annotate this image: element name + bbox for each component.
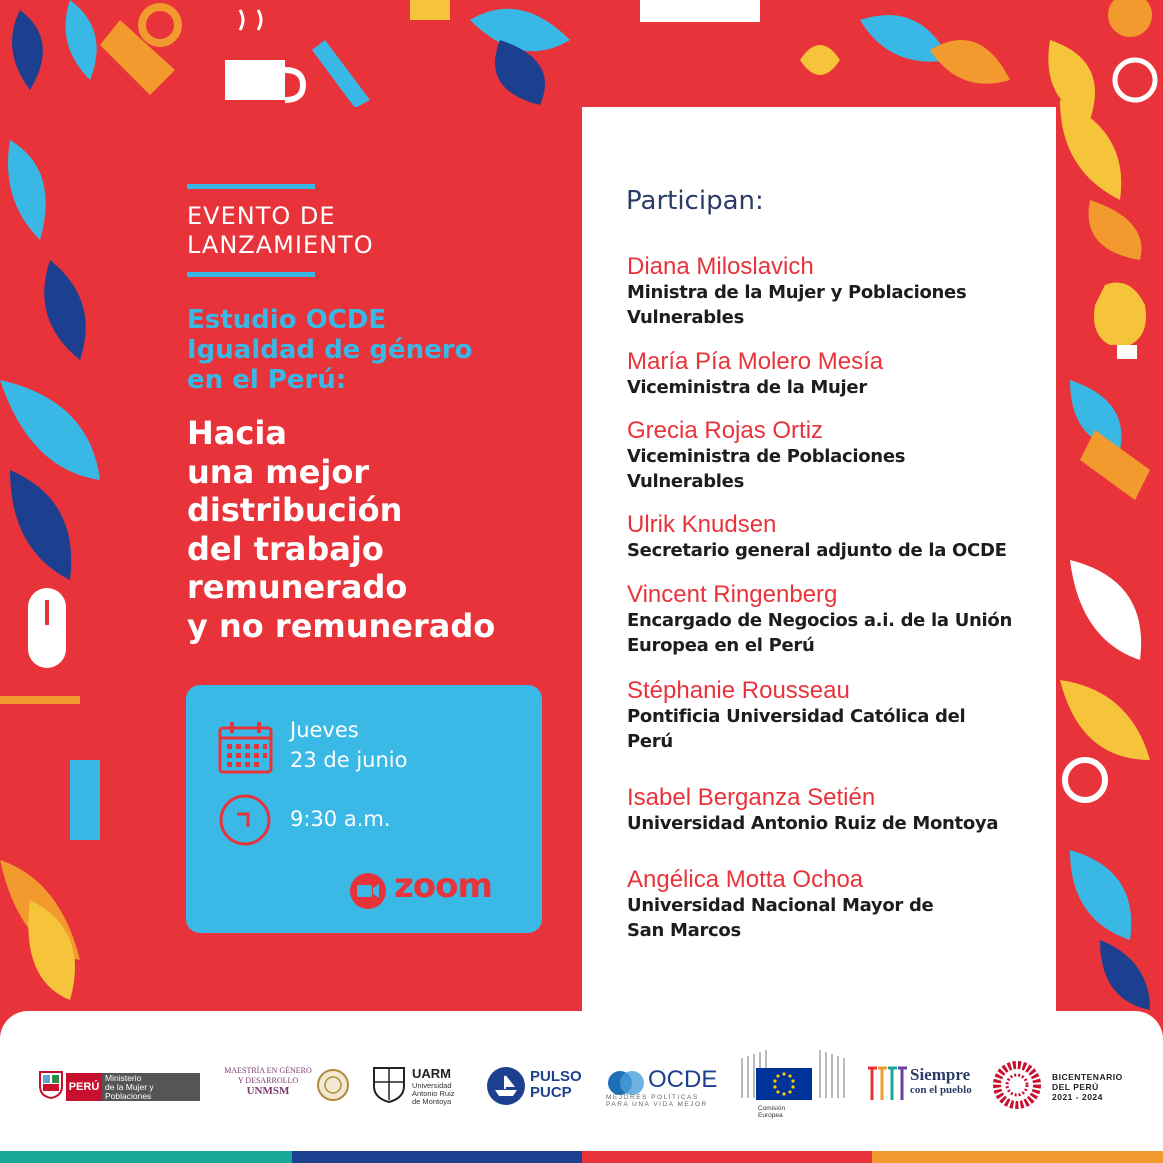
participant-item (627, 511, 1047, 564)
peru-shield-icon (38, 1070, 64, 1100)
siempre-text: Siempre (910, 1065, 971, 1084)
main-title-line: y no remunerado (187, 606, 496, 645)
participant-item (627, 253, 1047, 330)
participant-item (627, 677, 1047, 754)
logo-text-line: Antonio Ruiz (412, 1089, 455, 1098)
logo-text-line: Y DESARROLLO (237, 1076, 299, 1085)
event-type-label (187, 202, 507, 260)
top-rule (187, 184, 315, 189)
participant-name: Stéphanie Rousseau (627, 677, 850, 704)
participant-role: Universidad Nacional Mayor de (627, 895, 934, 916)
logo-text-line: MAESTRÍA EN GÉNERO (224, 1066, 312, 1075)
main-title-line: una mejor (187, 452, 370, 491)
eu-text (758, 1105, 785, 1119)
uarm-name: UARM (412, 1066, 451, 1081)
logo-unmsm (218, 1066, 353, 1106)
participant-item (627, 581, 1047, 658)
eu-building-icon (734, 1048, 852, 1100)
study-title-line: Igualdad de género (187, 335, 473, 365)
uarm-shield-icon (372, 1066, 406, 1104)
bottom-stripe-orange (872, 1151, 1163, 1163)
unmsm-crest-icon (316, 1066, 350, 1104)
logo-text-line: BICENTENARIO (1052, 1072, 1123, 1082)
participant-item (627, 784, 1047, 837)
logo-text-line: PUCP (530, 1084, 572, 1101)
logo-ocde (606, 1066, 721, 1110)
bottom-rule (187, 272, 315, 277)
bicentenario-text (1052, 1072, 1123, 1102)
logo-text-line: 2021 - 2024 (1052, 1092, 1103, 1102)
ocde-tagline (606, 1094, 721, 1108)
participant-role: Pontificia Universidad Católica del (627, 706, 966, 727)
participant-role: Universidad Antonio Ruiz de Montoya (627, 813, 999, 834)
unmsm-text (218, 1066, 318, 1096)
participant-role: Vulnerables (627, 306, 744, 328)
logo-text-line: UNMSM (246, 1085, 290, 1097)
event-label-line: LANZAMIENTO (187, 231, 374, 259)
pulso-ship-icon (486, 1066, 526, 1106)
participant-role: Viceministra de Poblaciones (627, 446, 906, 467)
bottom-stripe-red (582, 1151, 872, 1163)
study-title-line: Estudio OCDE (187, 305, 387, 335)
logo-bicentenario (992, 1060, 1132, 1108)
logo-text-line: Europea (758, 1112, 783, 1119)
event-date: 23 de junio (290, 748, 408, 772)
participant-role: Vulnerables (627, 470, 744, 492)
logo-text-line: Ministerio (105, 1073, 142, 1083)
logo-text-line: de la Mujer y (105, 1082, 154, 1092)
participant-item (627, 348, 1047, 401)
zoom-camera-icon (348, 871, 388, 911)
participant-item (627, 417, 1047, 494)
siempre-figures-icon (866, 1062, 908, 1104)
logo-pulso-pucp (486, 1066, 591, 1108)
participant-role: Viceministra de la Mujer (627, 377, 867, 398)
participant-role: Europea en el Perú (627, 634, 815, 656)
study-title-line: en el Perú: (187, 365, 347, 395)
ocde-name: OCDE (648, 1066, 718, 1093)
logo-text-line: DEL PERÚ (1052, 1082, 1099, 1092)
participant-name: Angélica Motta Ochoa (627, 866, 864, 893)
main-title-line: remunerado (187, 568, 408, 606)
bottom-stripe-teal (0, 1151, 292, 1163)
logo-text-line: PULSO (530, 1068, 582, 1085)
zoom-logo-text: zoom (394, 866, 492, 906)
participant-name: Vincent Ringenberg (627, 581, 838, 608)
participant-role: Encargado de Negocios a.i. de la Unión (627, 610, 1013, 631)
participant-item (627, 866, 1047, 943)
pulso-text (530, 1069, 582, 1101)
main-title-line: distribución (187, 491, 403, 529)
bicentenario-sun-icon (992, 1060, 1042, 1110)
calendar-icon (218, 720, 273, 774)
logo-text-line: PARA UNA VIDA MEJOR (606, 1101, 708, 1108)
event-day: Jueves (290, 718, 359, 742)
siempre-subtext: con el pueblo (910, 1084, 972, 1096)
peru-badge: PERÚ (66, 1073, 102, 1101)
logo-text-line: Poblaciones Vulnerables (105, 1091, 152, 1110)
bottom-stripe-blue (292, 1151, 582, 1163)
event-label-line: EVENTO DE (187, 202, 336, 230)
participant-name: Isabel Berganza Setién (627, 784, 876, 811)
uarm-fullname (412, 1082, 455, 1106)
logo-text-line: Comisión (758, 1105, 786, 1112)
logo-text-line: Universidad (412, 1081, 452, 1090)
main-title-line: Hacia (187, 414, 287, 452)
study-title (187, 305, 547, 395)
main-title (187, 414, 567, 645)
participant-role: Secretario general adjunto de la OCDE (627, 540, 1007, 561)
logo-uarm (372, 1066, 467, 1110)
main-title-line: del trabajo (187, 529, 384, 568)
participant-role: Ministra de la Mujer y Poblaciones (627, 282, 967, 303)
participant-role: San Marcos (627, 919, 741, 941)
logo-text-line: de Montoya (412, 1097, 452, 1106)
logo-text-line: MEJORES POLÍTICAS (606, 1094, 699, 1101)
ministerio-name (102, 1073, 200, 1110)
clock-icon (218, 793, 272, 847)
participant-name: Ulrik Knudsen (627, 511, 777, 538)
logo-comision-europea (734, 1048, 852, 1124)
participants-heading: Participan: (626, 186, 764, 216)
participant-name: Diana Miloslavich (627, 253, 814, 280)
event-time: 9:30 a.m. (290, 807, 391, 831)
participant-role: Perú (627, 730, 673, 752)
logo-siempre-con-el-pueblo (866, 1062, 981, 1104)
participant-name: Grecia Rojas Ortiz (627, 417, 824, 444)
participant-name: María Pía Molero Mesía (627, 348, 884, 375)
